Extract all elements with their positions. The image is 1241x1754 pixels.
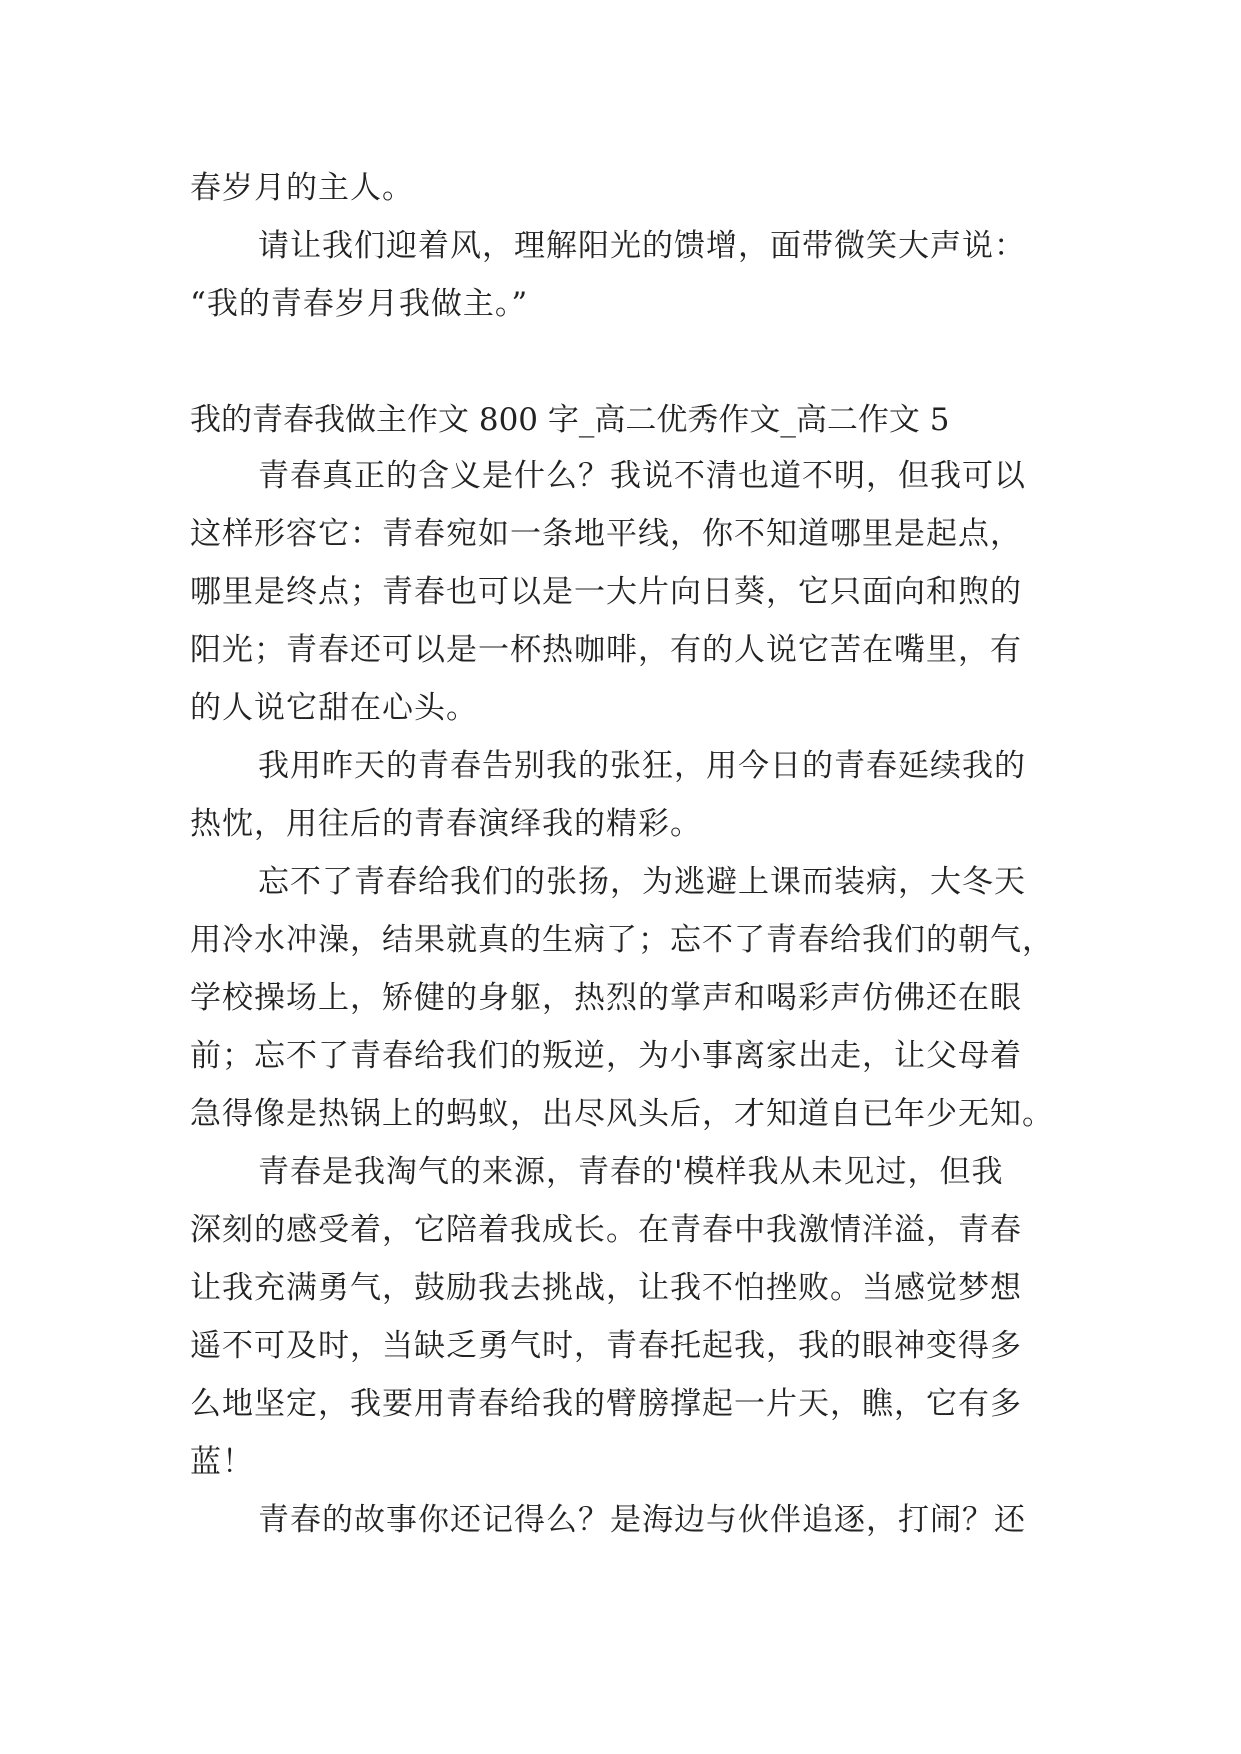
text-line: 遥不可及时，当缺乏勇气时，青春托起我，我的眼神变得多	[190, 1328, 1022, 1364]
text-line: 这样形容它：青春宛如一条地平线，你不知道哪里是起点，	[190, 516, 1022, 552]
text-line: 用冷水冲澡，结果就真的生病了；忘不了青春给我们的朝气，	[190, 922, 1054, 958]
text-line: 春岁月的主人。	[190, 170, 414, 206]
text-line: “我的青春岁月我做主。”	[190, 286, 529, 322]
text-line: 请让我们迎着风，理解阳光的馈增，面带微笑大声说：	[258, 228, 1026, 264]
text-line: 青春的故事你还记得么？是海边与伙伴追逐，打闹？还	[258, 1502, 1026, 1538]
text-line: 忘不了青春给我们的张扬，为逃避上课而装病，大冬天	[258, 864, 1026, 900]
article-title: 我的青春我做主作文 800 字_高二优秀作文_高二作文 5	[190, 402, 950, 438]
text-line: 我用昨天的青春告别我的张狂，用今日的青春延续我的	[258, 748, 1026, 784]
text-line: 让我充满勇气，鼓励我去挑战，让我不怕挫败。当感觉梦想	[190, 1270, 1022, 1306]
text-line: 蓝！	[190, 1444, 254, 1480]
text-line: 前；忘不了青春给我们的叛逆，为小事离家出走，让父母着	[190, 1038, 1022, 1074]
text-line: 么地坚定，我要用青春给我的臂膀撑起一片天，瞧，它有多	[190, 1386, 1022, 1422]
text-line: 哪里是终点；青春也可以是一大片向日葵，它只面向和煦的	[190, 574, 1022, 610]
text-line: 深刻的感受着，它陪着我成长。在青春中我激情洋溢，青春	[190, 1212, 1022, 1248]
text-line: 青春是我淘气的来源，青春的'模样我从未见过，但我	[258, 1154, 1004, 1190]
text-line: 急得像是热锅上的蚂蚁，出尽风头后，才知道自已年少无知。	[190, 1096, 1054, 1132]
text-line: 的人说它甜在心头。	[190, 690, 478, 726]
text-line: 学校操场上，矫健的身躯，热烈的掌声和喝彩声仿佛还在眼	[190, 980, 1022, 1016]
text-line: 青春真正的含义是什么？我说不清也道不明，但我可以	[258, 458, 1026, 494]
text-line: 阳光；青春还可以是一杯热咖啡，有的人说它苦在嘴里，有	[190, 632, 1022, 668]
text-line: 热忱，用往后的青春演绎我的精彩。	[190, 806, 702, 842]
